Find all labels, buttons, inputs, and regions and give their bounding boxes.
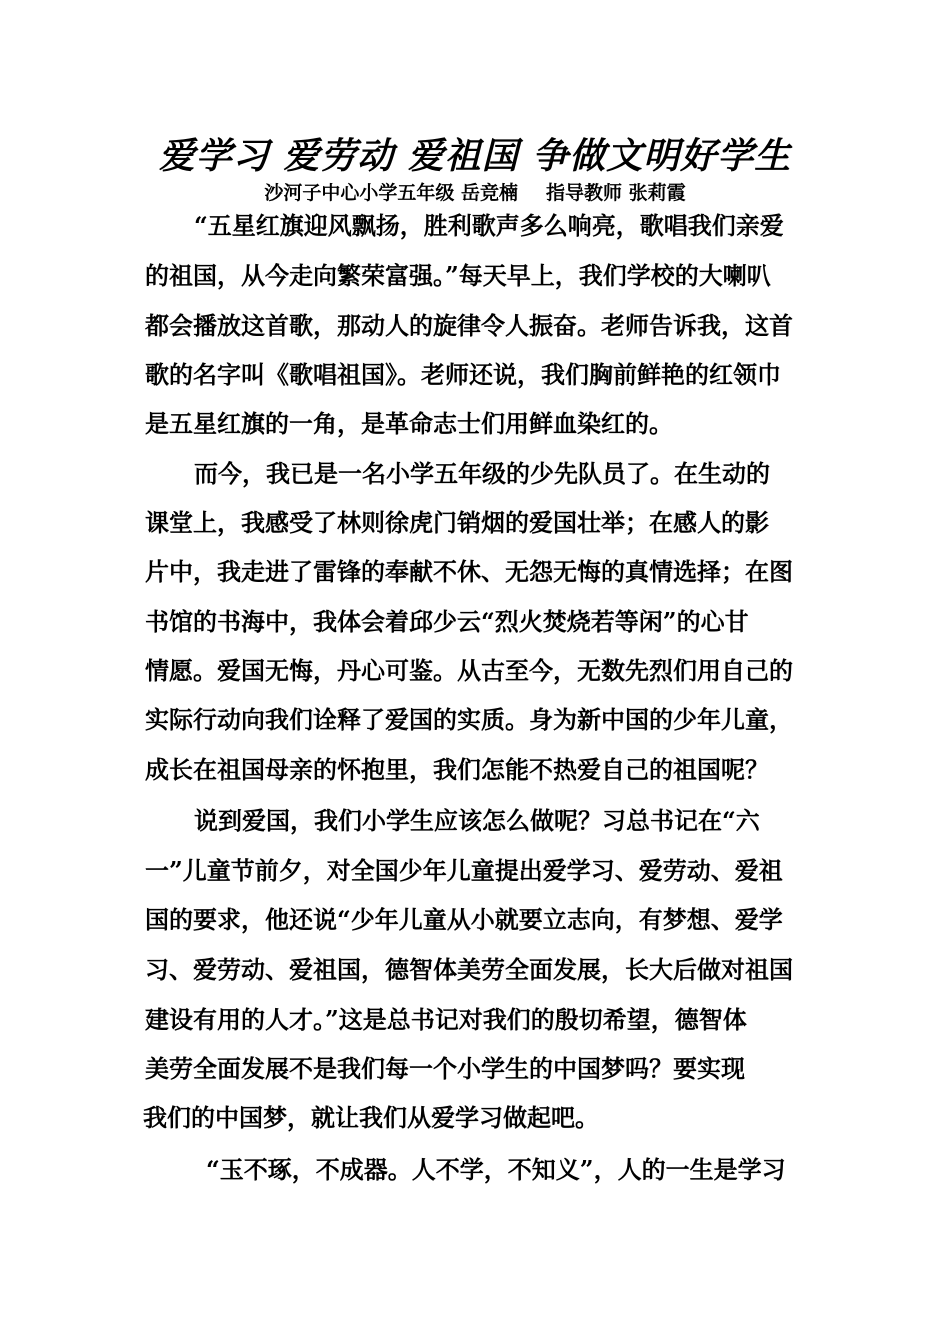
text-line: 美劳全面发展不是我们每一个小学生的中国梦吗？要实现 <box>145 1054 745 1083</box>
text-line: 情愿。爱国无悔，丹心可鉴。从古至今，无数先烈们用自己的 <box>145 656 793 685</box>
text-line: 一”儿童节前夕，对全国少年儿童提出爱学习、爱劳动、爱祖 <box>145 856 783 885</box>
text-line: 片中，我走进了雷锋的奉献不休、无怨无悔的真情选择；在图 <box>145 557 793 586</box>
text-line: 成长在祖国母亲的怀抱里，我们怎能不热爱自己的祖国呢？ <box>145 755 769 784</box>
text-line: 而今，我已是一名小学五年级的少先队员了。在生动的 <box>194 459 770 488</box>
text-line: 说到爱国，我们小学生应该怎么做呢？习总书记在“六 <box>194 806 760 835</box>
byline-author: 沙河子中心小学五年级 岳竞楠 <box>264 182 518 204</box>
text-line: “五星红旗迎风飘扬，胜利歌声多么响亮，歌唱我们亲爱 <box>194 211 784 240</box>
text-line: 国的要求，他还说“少年儿童从小就要立志向，有梦想、爱学 <box>145 905 783 934</box>
text-line: 课堂上，我感受了林则徐虎门销烟的爱国壮举；在感人的影 <box>145 508 769 537</box>
text-line: 歌的名字叫《歌唱祖国》。老师还说，我们胸前鲜艳的红领巾 <box>145 360 781 389</box>
byline <box>0 178 950 205</box>
text-line: 的祖国，从今走向繁荣富强。”每天早上，我们学校的大喇叭 <box>145 261 771 290</box>
text-line: 实际行动向我们诠释了爱国的实质。身为新中国的少年儿童， <box>145 705 793 734</box>
document-title: 爱学习 爱劳动 爱祖国 争做文明好学生 <box>158 135 792 177</box>
text-line: 习、爱劳动、爱祖国，德智体美劳全面发展，长大后做对祖国 <box>145 955 793 984</box>
text-line: “玉不琢，不成器。人不学，不知义”，人的一生是学习 <box>206 1155 786 1184</box>
text-line: 都会播放这首歌，那动人的旋律令人振奋。老师告诉我，这首 <box>145 311 793 340</box>
text-line: 建设有用的人才。”这是总书记对我们的殷切希望，德智体 <box>145 1005 747 1034</box>
text-line: 是五星红旗的一角，是革命志士们用鲜血染红的。 <box>145 409 673 438</box>
text-line: 书馆的书海中，我体会着邱少云“烈火焚烧若等闲”的心甘 <box>145 607 749 636</box>
text-line: 我们的中国梦，就让我们从爱学习做起吧。 <box>143 1103 599 1132</box>
byline-teacher: 指导教师 张莉霞 <box>546 182 686 204</box>
